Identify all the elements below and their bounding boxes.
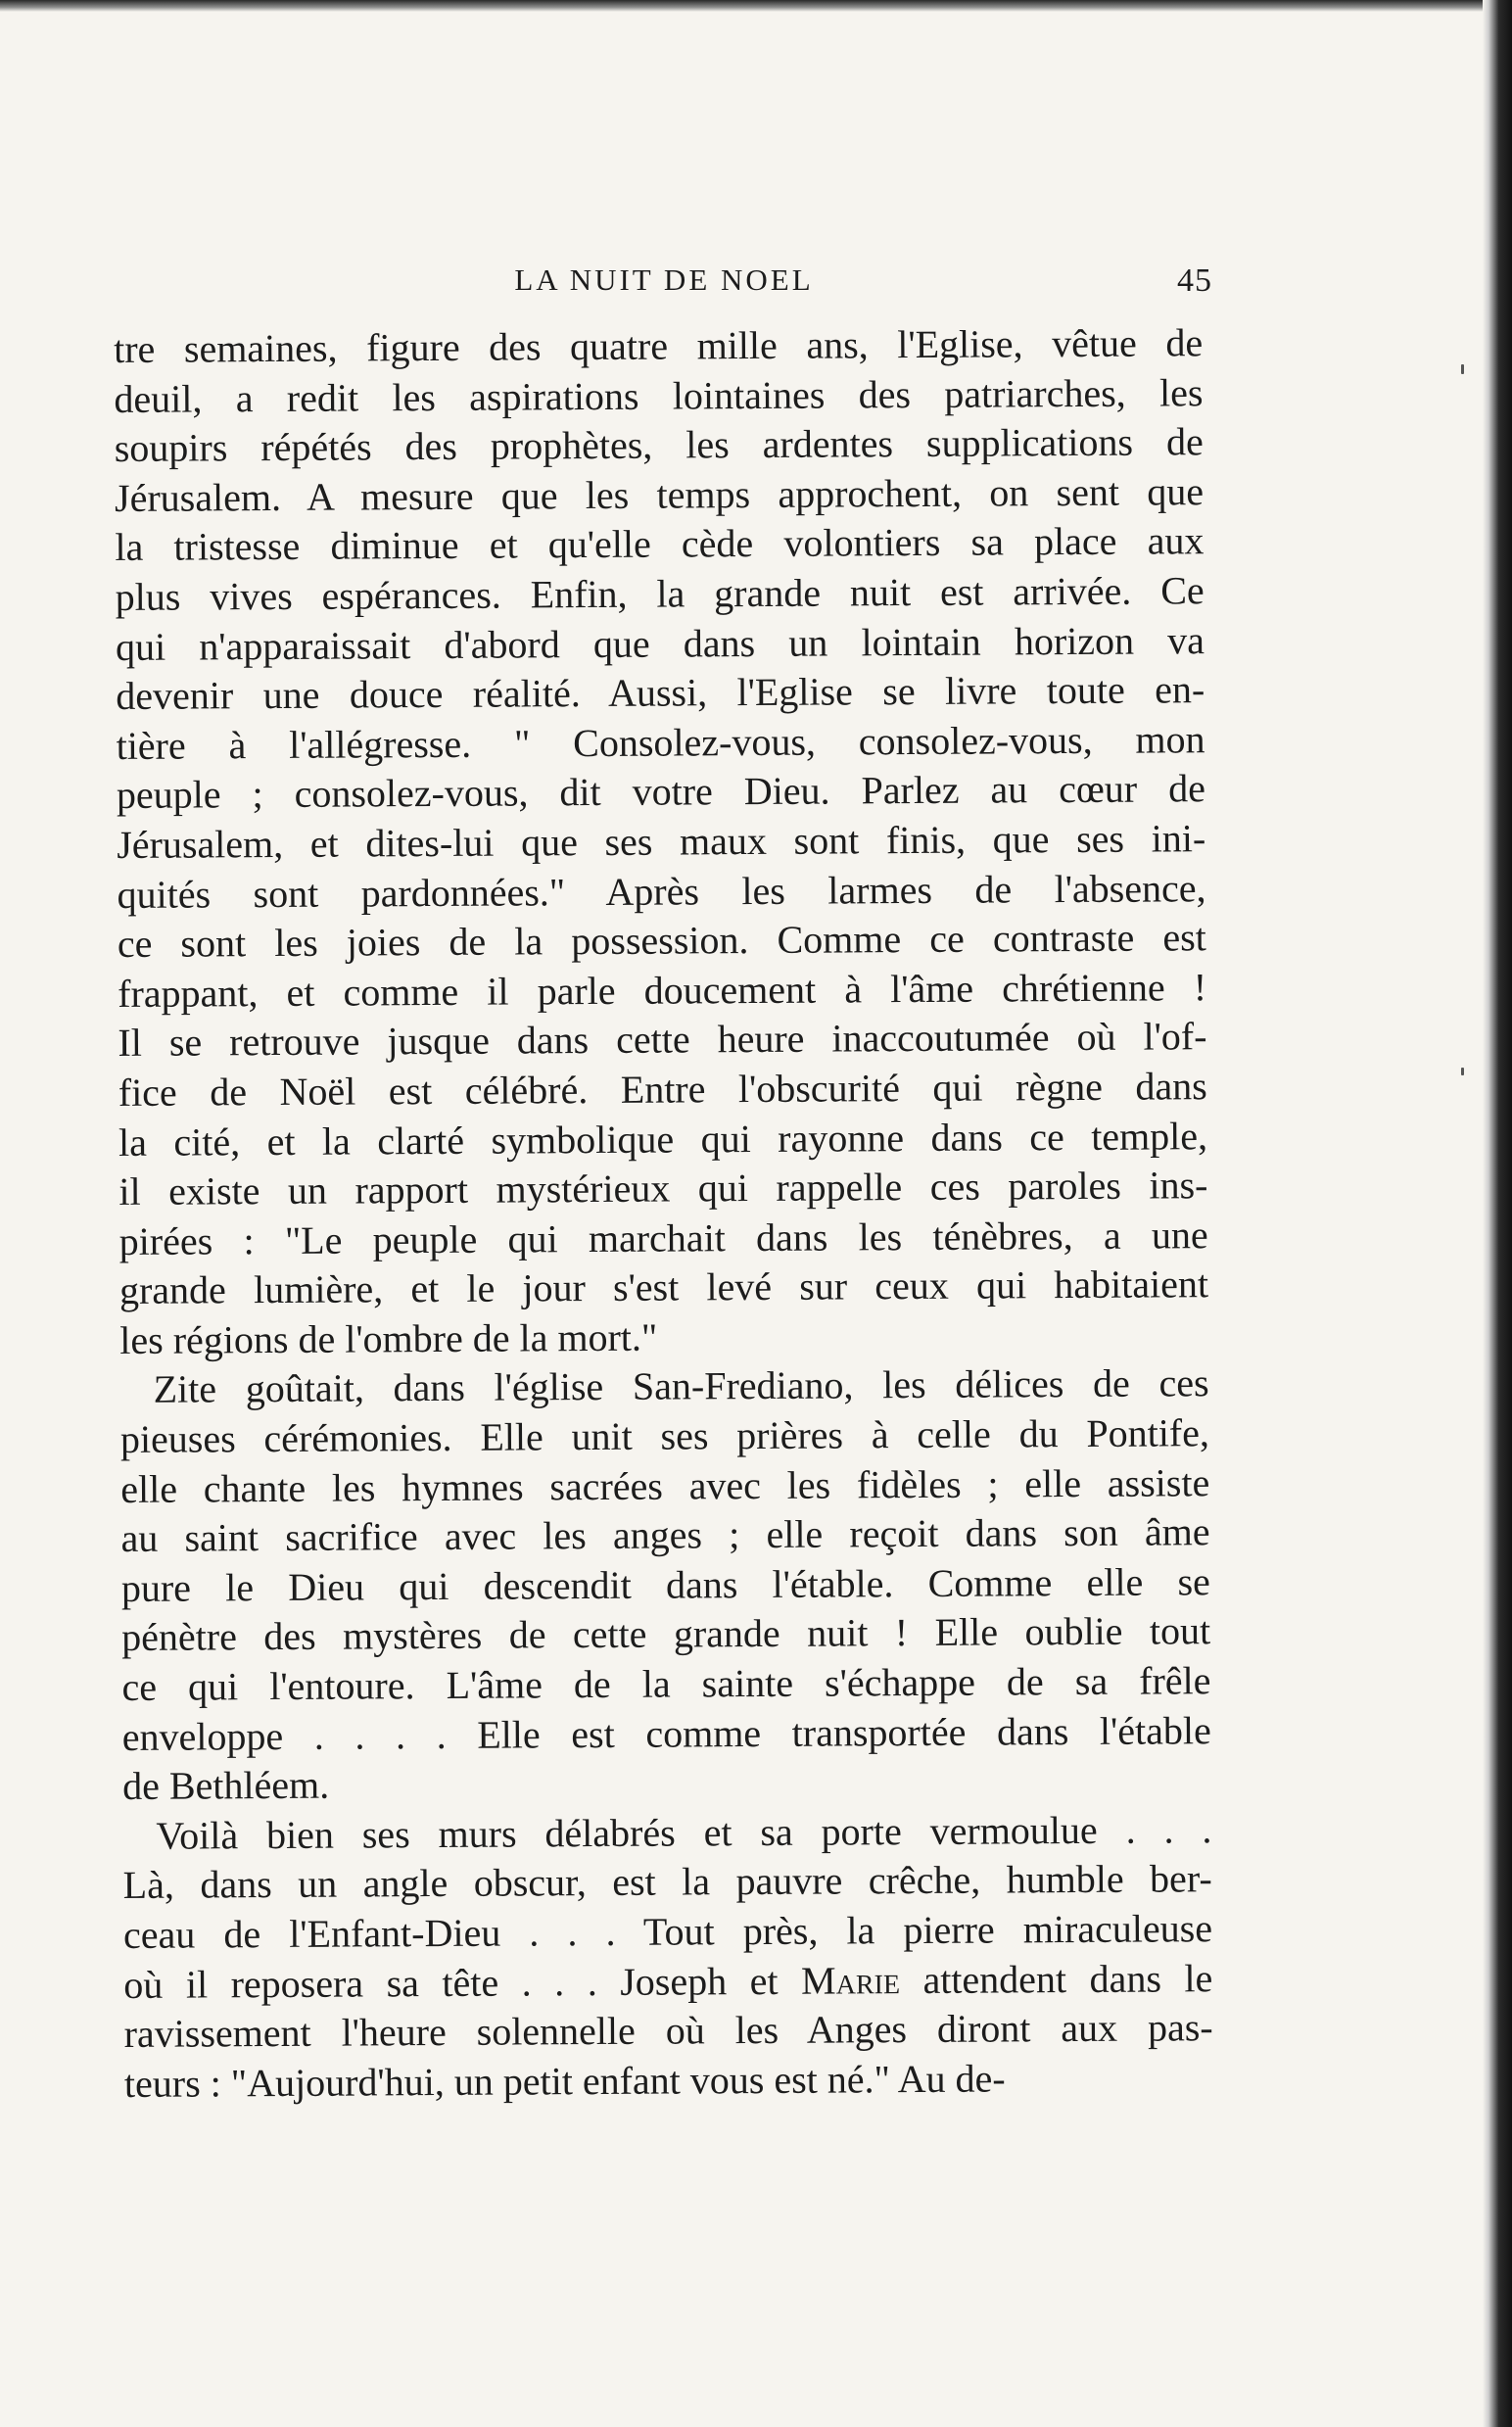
text-line: enveloppe . . . . Elle est comme transportée dans l'étable [121, 1707, 1211, 1759]
text-line: quités sont pardonnées." Après les larmes de l'absence, [117, 865, 1206, 917]
scan-right-edge [1483, 0, 1512, 2427]
text-line: Zite goûtait, dans l'église San-Frediano, les délices de ces [153, 1360, 1209, 1412]
text-line: peuple ; consolez-vous, dit votre Dieu. Parlez au cœur de [116, 766, 1206, 818]
text-line: pirées : "Le peuple qui marchait dans les ténèbres, a une [118, 1212, 1208, 1263]
text-line: tre semaines, figure des quatre mille ans, l'Eglise, vêtue de [114, 320, 1204, 371]
text-line: grande lumière, et le jour s'est levé sur ceux qui habitaient [118, 1261, 1209, 1313]
text-line: qui n'apparaissait d'abord que dans un lointain horizon va [115, 617, 1205, 669]
text-line: Il se retrouve jusque dans cette heure inaccoutumée où l'of- [118, 1014, 1207, 1066]
text-line: ce sont les joies de la possession. Comme ce contraste est [117, 915, 1206, 967]
text-line: Là, dans un angle obscur, est la pauvre crêche, humble ber- [122, 1856, 1212, 1908]
text-line: il existe un rapport mystérieux qui rappelle ces paroles ins- [118, 1163, 1208, 1214]
paragraph [122, 1805, 1213, 2109]
page-number: 45 [1177, 262, 1212, 299]
text-line: pieuses cérémonies. Elle unit ses prières à celle du Pontife, [119, 1410, 1210, 1462]
text-line: Voilà bien ses murs délabrés et sa porte vermoulue . . . [156, 1806, 1212, 1858]
text-line: teurs : "Aujourd'hui, un petit enfant vous est né." Au de- [123, 2056, 1006, 2106]
page-header [116, 262, 1212, 302]
body-text [114, 318, 1213, 2109]
text-line: fice de Noël est célébré. Entre l'obscurité qui règne dans [118, 1064, 1207, 1115]
paragraph [114, 318, 1208, 1365]
text-line: devenir une douce réalité. Aussi, l'Eglise se livre toute en- [116, 667, 1205, 719]
scan-speck [1461, 364, 1464, 374]
text-line: les régions de l'ombre de la mort." [119, 1314, 658, 1362]
text-line: ce qui l'entoure. L'âme de la sainte s'échappe de sa frêle [121, 1658, 1211, 1710]
scan-speck [1461, 1068, 1464, 1075]
text-line: Jérusalem, et dites-lui que ses maux sont finis, que ses ini- [117, 816, 1206, 867]
text-line: ceau de l'Enfant-Dieu . . . Tout près, la pierre miraculeuse [122, 1906, 1213, 1957]
text-line: elle chante les hymnes sacrées avec les fidèles ; elle assiste [120, 1459, 1210, 1511]
running-title: LA NUIT DE NOEL [514, 262, 814, 297]
text-line: Jérusalem. A mesure que les temps approchent, on sent que [114, 468, 1205, 520]
text-line: ravissement l'heure solennelle où les Anges diront aux pas- [123, 2005, 1213, 2057]
paragraph [119, 1359, 1211, 1812]
text-line: tière à l'allégresse. " Consolez-vous, consolez-vous, mon [116, 716, 1205, 768]
text-line: de Bethléem. [121, 1762, 330, 1809]
text-line: soupirs répétés des prophètes, les ardentes supplications de [114, 419, 1204, 471]
text-line: pure le Dieu qui descendit dans l'étable. Comme elle se [120, 1559, 1210, 1610]
text-line: la tristesse diminue et qu'elle cède volontiers sa place aux [115, 518, 1205, 570]
text-line: deuil, a redit les aspirations lointaines des patriarches, les [114, 369, 1204, 421]
text-line: pénètre des mystères de cette grande nuit ! Elle oublie tout [121, 1608, 1211, 1660]
text-line: plus vives espérances. Enfin, la grande nuit est arrivée. Ce [115, 568, 1205, 619]
text-line: frappant, et comme il parle doucement à l'âme chrétienne ! [118, 964, 1207, 1016]
text-line: la cité, et la clarté symbolique qui rayonne dans ce temple, [118, 1113, 1208, 1165]
text-line: au saint sacrifice avec les anges ; elle reçoit dans son âme [120, 1509, 1210, 1561]
scan-top-edge [0, 0, 1512, 12]
text-line: où il reposera sa tête . . . Joseph et Marie attendent dans le [123, 1955, 1213, 2007]
